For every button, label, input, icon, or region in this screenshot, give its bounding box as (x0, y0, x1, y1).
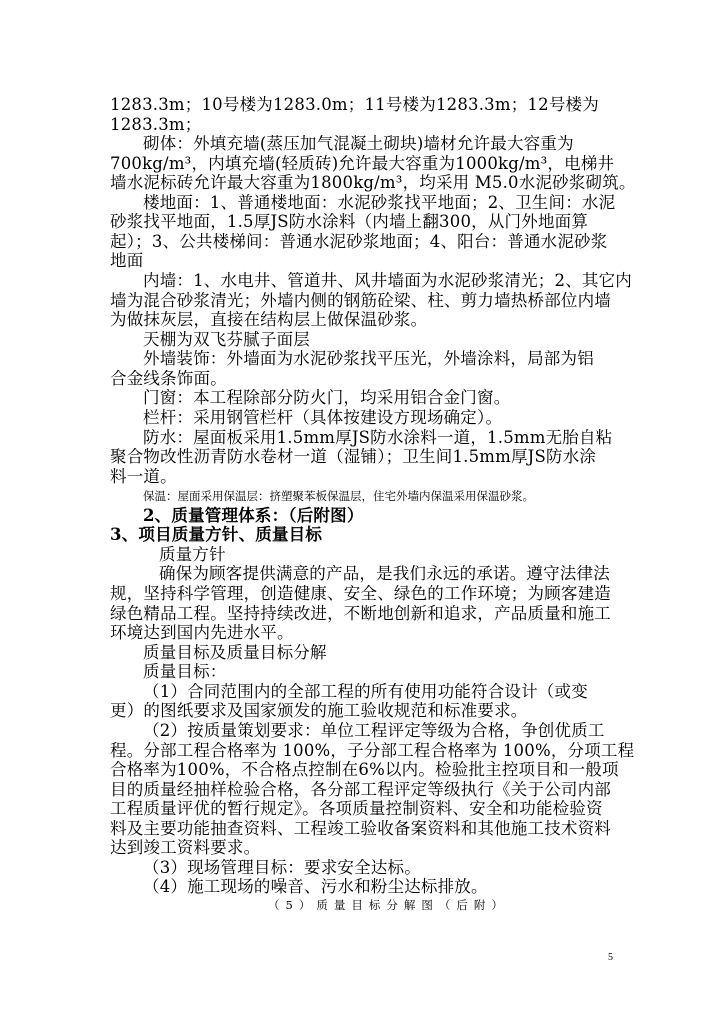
subheading: 质量目标： (143, 662, 227, 681)
text-line: 1283.3m；10号楼为1283.0m；11号楼为1283.3m；12号楼为 (110, 95, 599, 114)
text-line: 规，坚持科学管理，创造健康、安全、绿色的工作环境；为顾客建造 (110, 584, 611, 603)
text-line: 确保为顾客提供满意的产品，是我们永远的承诺。遵守法律法 (159, 564, 610, 583)
text-line: 天棚为双飞芬腻子面层 (143, 330, 310, 349)
subheading: 质量方针 (159, 545, 226, 564)
text-line: 绿色精品工程。坚持持续改进，不断地创新和追求，产品质量和施工 (110, 604, 611, 623)
text-line: 更）的图纸要求及国家颁发的施工验收规范和标准要求。 (110, 701, 528, 720)
text-line: 起）；3、公共楼梯间：普通水泥砂浆地面；4、阳台：普通水泥砂浆 (110, 232, 608, 251)
text-line: 内墙：1、水电井、管道井、风井墙面为水泥砂浆清光；2、其它内 (143, 271, 632, 290)
subheading: 质量目标及质量目标分解 (143, 643, 327, 662)
text-line: 为做抹灰层，直接在结构层上做保温砂浆。 (110, 310, 428, 329)
text-line: 栏杆：采用钢管栏杆（具体按建设方现场确定）。 (143, 408, 503, 427)
text-line: 700kg/m³，内填充墙(轻质砖)允许最大容重为1000kg/m³，电梯井 (110, 154, 615, 173)
text-line: 合金线条饰面。 (110, 369, 227, 388)
page-number: 5 (608, 952, 613, 963)
text-line: 砂浆找平地面，1.5厚JS防水涂料（内墙上翻300，从门外地面算 (110, 212, 589, 231)
text-line: （1）合同范围内的全部工程的所有使用功能符合设计（或变 (143, 682, 588, 701)
text-line: （2）按质量策划要求：单位工程评定等级为合格，争创优质工 (143, 721, 605, 740)
text-line: （4）施工现场的噪音、污水和粉尘达标排放。 (143, 877, 488, 896)
text-line: （3）现场管理目标：要求安全达标。 (143, 858, 421, 877)
section-heading: 3、项目质量方针、质量目标 (110, 525, 323, 544)
text-line: （5）质量目标分解图（后附） (268, 898, 509, 912)
text-line: 门窗：本工程除部分防火门，均采用铝合金门窗。 (143, 388, 511, 407)
text-line: 保温：屋面采用保温层：挤塑聚苯板保温层，住宅外墙内保温采用保温砂浆。 (143, 489, 534, 503)
text-line: 工程质量评优的暂行规定》。各项质量控制资料、安全和功能检验资 (110, 799, 603, 818)
text-line: 合格率为100%，不合格点控制在6%以内。检验批主控项目和一般项 (110, 760, 619, 779)
text-line: 墙为混合砂浆清光；外墙内侧的钢筋砼梁、柱、剪力墙热桥部位内墙 (110, 291, 611, 310)
text-line: 外墙装饰：外墙面为水泥砂浆找平压光，外墙涂料，局部为铝 (143, 349, 594, 368)
text-line: 目的质量经抽样检验合格，各分部工程评定等级执行《关于公司内部 (110, 780, 611, 799)
text-line: 防水：屋面板采用1.5mm厚JS防水涂料一道，1.5mm无胎自粘 (143, 428, 613, 447)
text-line: 料一道。 (110, 467, 177, 486)
text-line: 墙水泥标砖允许最大容重为1800kg/m³，均采用 M5.0水泥砂浆砌筑。 (110, 173, 636, 192)
text-line: 达到竣工资料要求。 (110, 838, 261, 857)
text-line: 砌体：外填充墙(蒸压加气混凝土砌块)墙材允许最大容重为 (143, 134, 574, 153)
text-line: 地面 (110, 251, 144, 270)
text-line: 1283.3m； (110, 115, 202, 134)
text-line: 环境达到国内先进水平。 (110, 623, 294, 642)
section-heading: 2、质量管理体系：（后附图） (143, 506, 364, 525)
text-line: 料及主要功能抽查资料、工程竣工验收备案资料和其他施工技术资料 (110, 819, 611, 838)
text-line: 聚合物改性沥青防水卷材一道（湿铺）；卫生间1.5mm厚JS防水涂 (110, 447, 597, 466)
text-line: 程。分部工程合格率为 100%，子分部工程合格率为 100%，分项工程 (110, 741, 635, 760)
text-line: 楼地面：1、普通楼地面：水泥砂浆找平地面；2、卫生间：水泥 (143, 193, 616, 212)
